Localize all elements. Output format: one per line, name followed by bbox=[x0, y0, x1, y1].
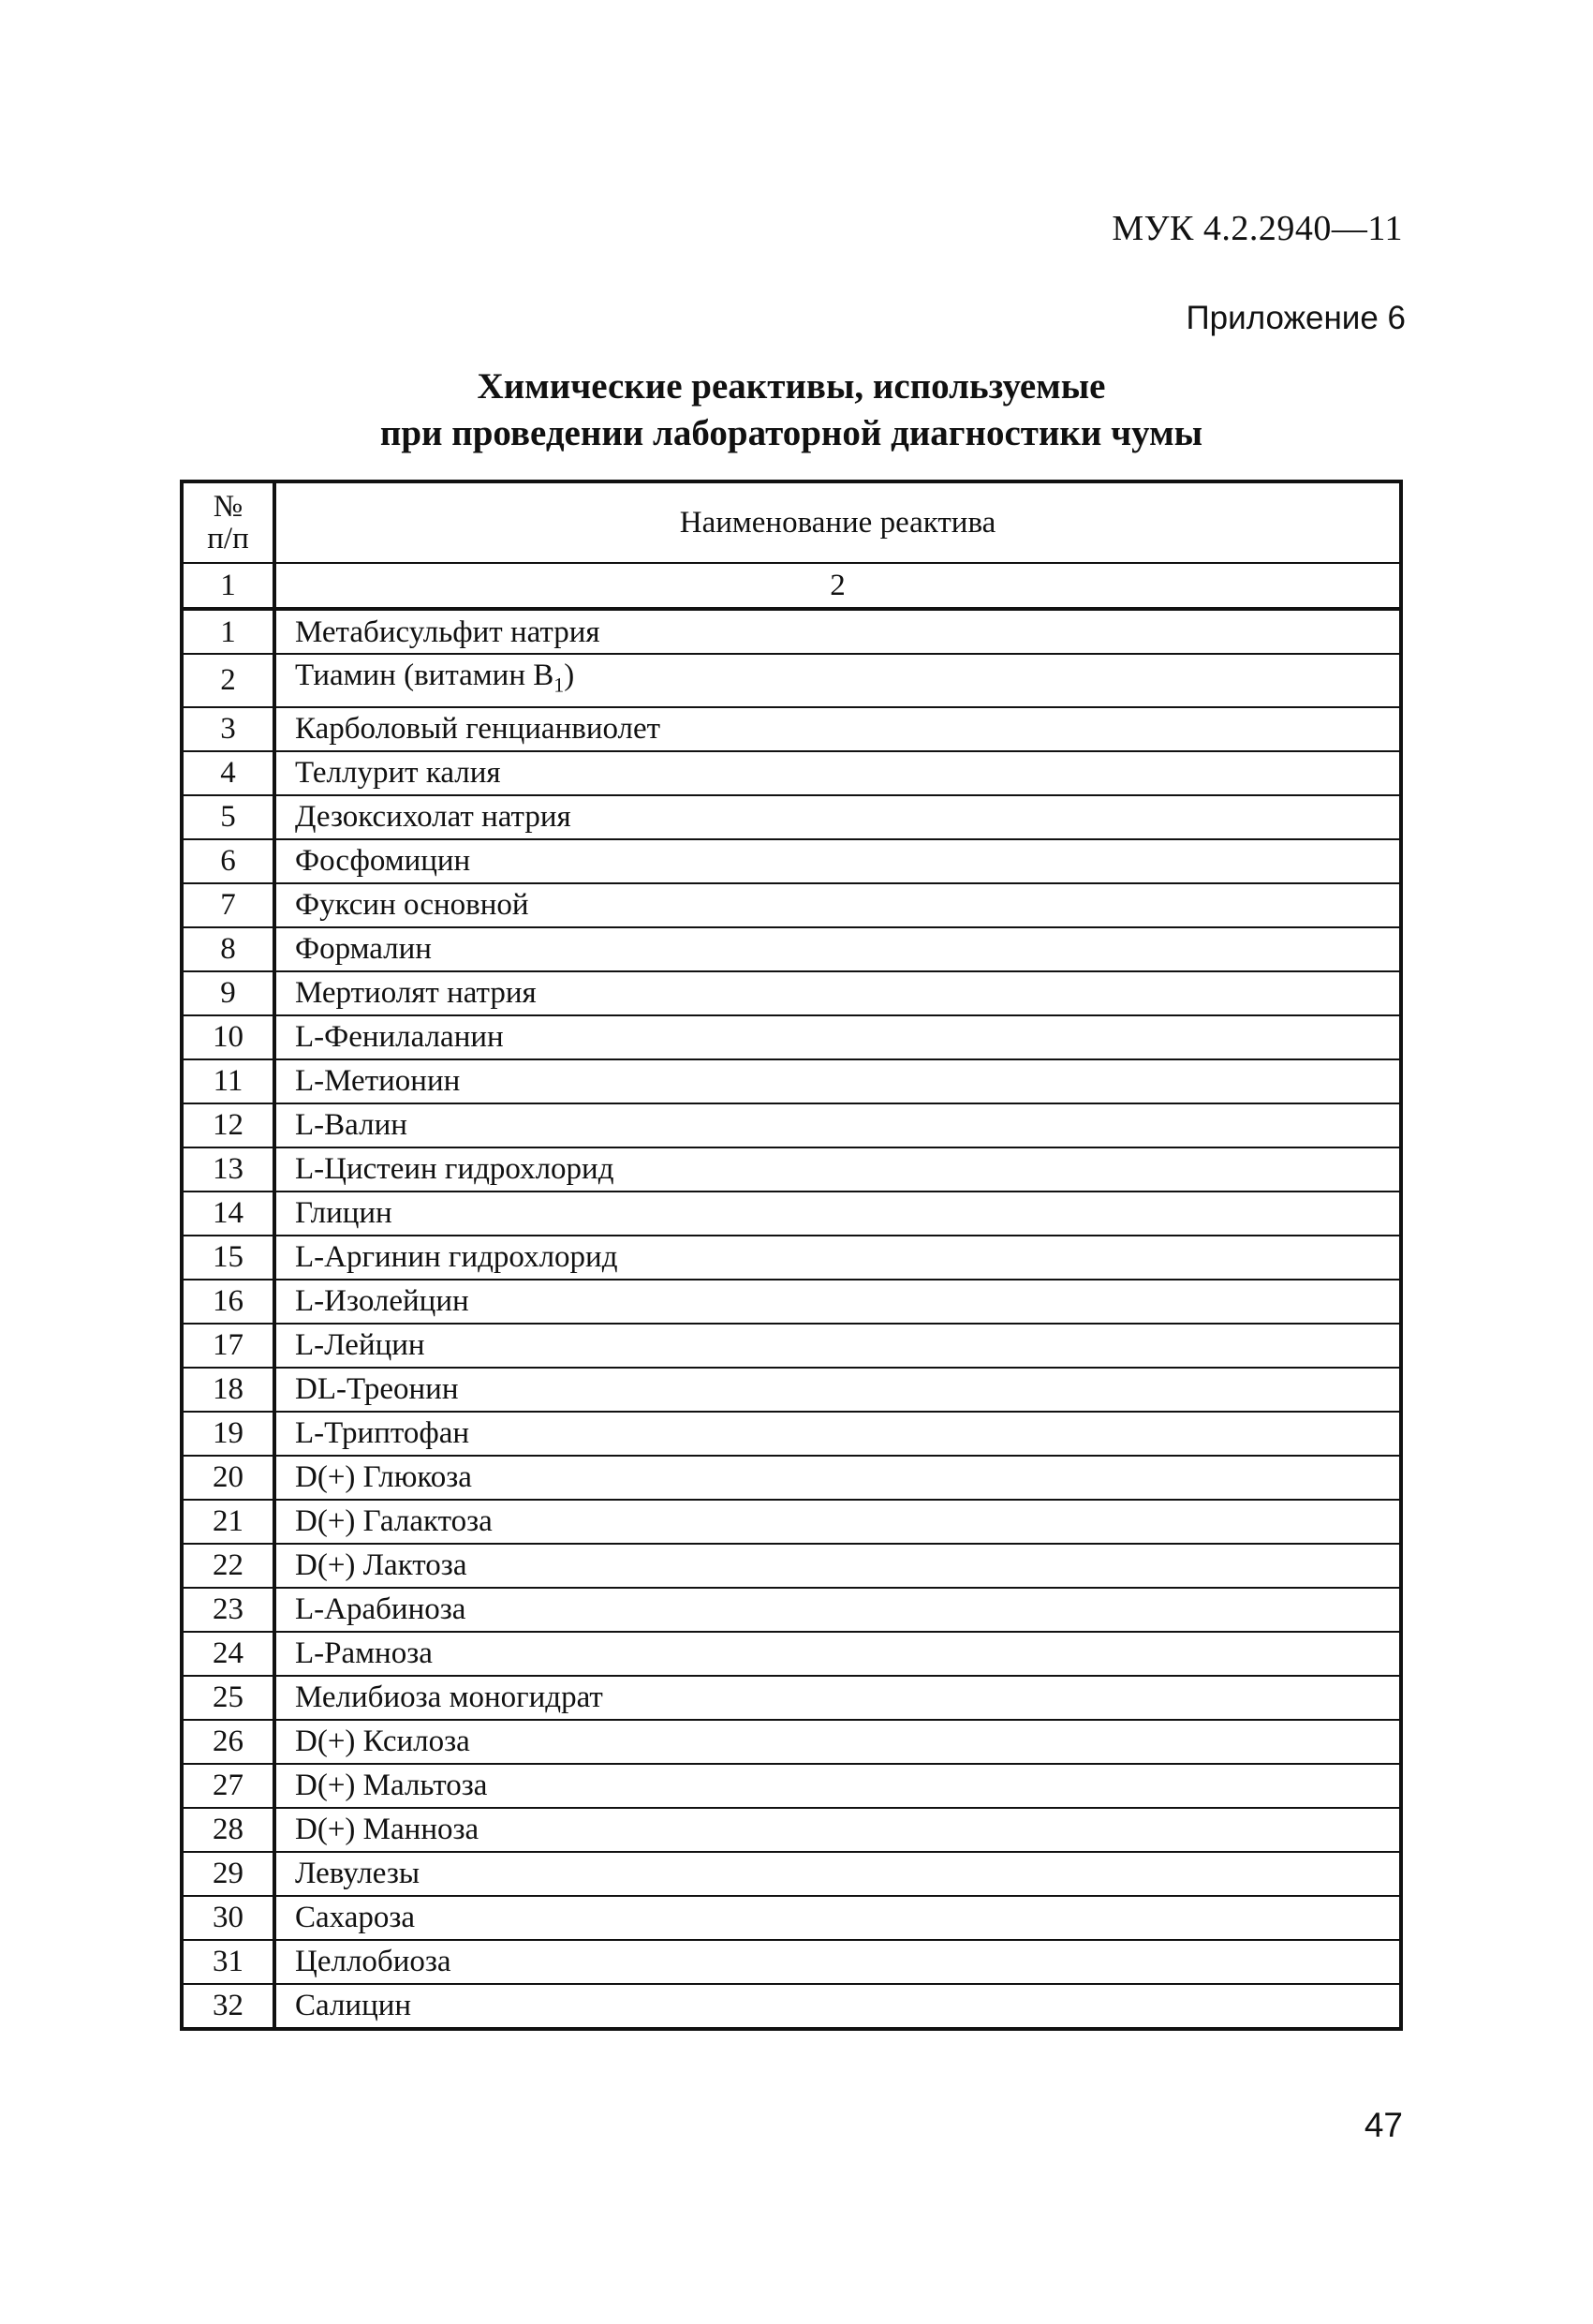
reagent-name bbox=[274, 1368, 1401, 1412]
page-title-line-2: при проведении лабораторной диагностики чумы bbox=[379, 413, 1203, 453]
table-row bbox=[182, 1632, 1401, 1676]
table-row bbox=[182, 707, 1401, 751]
table-row bbox=[182, 795, 1401, 839]
column-header-name: Наименование реактива bbox=[274, 481, 1401, 563]
row-number: 29 bbox=[182, 1852, 274, 1896]
reagent-name bbox=[274, 1544, 1401, 1588]
reagent-name bbox=[274, 751, 1401, 795]
reagent-name-text: D(+) Ксилоза bbox=[295, 1724, 470, 1759]
table-row bbox=[182, 883, 1401, 927]
row-number: 8 bbox=[182, 927, 274, 971]
row-number: 25 bbox=[182, 1676, 274, 1720]
row-number: 32 bbox=[182, 1984, 274, 2029]
row-number: 6 bbox=[182, 839, 274, 883]
reagent-name bbox=[274, 971, 1401, 1015]
reagent-name-text: L-Рамноза bbox=[295, 1636, 433, 1671]
reagent-name-text: Целлобиоза bbox=[295, 1945, 451, 1979]
row-number: 7 bbox=[182, 883, 274, 927]
row-number: 22 bbox=[182, 1544, 274, 1588]
reagent-name bbox=[274, 1940, 1401, 1984]
reagent-name bbox=[274, 707, 1401, 751]
column-index-row bbox=[182, 563, 1401, 609]
reagent-name bbox=[274, 1412, 1401, 1456]
row-number: 23 bbox=[182, 1588, 274, 1632]
table-row bbox=[182, 971, 1401, 1015]
reagent-name-text: D(+) Глюкоза bbox=[295, 1460, 472, 1495]
reagent-name bbox=[274, 1280, 1401, 1324]
column-header-number-symbol: № bbox=[213, 490, 243, 524]
table-row bbox=[182, 751, 1401, 795]
row-number: 5 bbox=[182, 795, 274, 839]
page-title bbox=[272, 363, 1311, 457]
column-index-1: 1 bbox=[182, 563, 274, 609]
reagent-name-text: Дезоксихолат натрия bbox=[295, 800, 571, 835]
row-number: 20 bbox=[182, 1456, 274, 1500]
reagent-name-text: Метабисульфит натрия bbox=[295, 614, 600, 649]
table-row bbox=[182, 927, 1401, 971]
table-row bbox=[182, 1500, 1401, 1544]
table-row bbox=[182, 1015, 1401, 1059]
reagent-name-text: L-Изолейцин bbox=[295, 1284, 469, 1319]
reagent-name bbox=[274, 1588, 1401, 1632]
reagent-name bbox=[274, 795, 1401, 839]
reagent-name bbox=[274, 1720, 1401, 1764]
reagent-name-tail: ) bbox=[564, 659, 575, 692]
row-number: 31 bbox=[182, 1940, 274, 1984]
reagent-name bbox=[274, 1324, 1401, 1368]
reagent-name-text: L-Арабиноза bbox=[295, 1592, 466, 1627]
reagent-name bbox=[274, 654, 1401, 707]
reagent-name bbox=[274, 1764, 1401, 1808]
table-row bbox=[182, 1940, 1401, 1984]
row-number: 3 bbox=[182, 707, 274, 751]
reagent-name-text: L-Метионин bbox=[295, 1064, 461, 1099]
table-row bbox=[182, 1984, 1401, 2029]
table-row bbox=[182, 1808, 1401, 1852]
table-row bbox=[182, 654, 1401, 707]
reagent-name bbox=[274, 609, 1401, 654]
reagent-name-text: Мелибиоза моногидрат bbox=[295, 1680, 603, 1715]
reagent-name bbox=[274, 1103, 1401, 1147]
row-number: 13 bbox=[182, 1147, 274, 1192]
reagent-name-text: Фуксин основной bbox=[295, 888, 529, 923]
row-number: 4 bbox=[182, 751, 274, 795]
reagent-name bbox=[274, 1015, 1401, 1059]
reagent-name-text: Сахароза bbox=[295, 1901, 416, 1935]
reagent-name bbox=[274, 1676, 1401, 1720]
reagent-name bbox=[274, 1852, 1401, 1896]
row-number: 26 bbox=[182, 1720, 274, 1764]
table-row bbox=[182, 1896, 1401, 1940]
reagent-name-text: D(+) Галактоза bbox=[295, 1504, 493, 1539]
reagent-name bbox=[274, 1808, 1401, 1852]
row-number: 21 bbox=[182, 1500, 274, 1544]
reagent-name bbox=[274, 1984, 1401, 2029]
table-row bbox=[182, 839, 1401, 883]
table-row bbox=[182, 1103, 1401, 1147]
table-row bbox=[182, 1059, 1401, 1103]
reagent-name bbox=[274, 839, 1401, 883]
column-index-2: 2 bbox=[274, 563, 1401, 609]
row-number: 27 bbox=[182, 1764, 274, 1808]
row-number: 17 bbox=[182, 1324, 274, 1368]
reagent-name-text: L-Валин bbox=[295, 1108, 407, 1143]
appendix-label: Приложение 6 bbox=[1186, 300, 1406, 336]
reagent-name-text: L-Цистеин гидрохлорид bbox=[295, 1152, 614, 1187]
row-number: 1 bbox=[182, 609, 274, 654]
reagent-name bbox=[274, 1147, 1401, 1192]
page-title-line-1: Химические реактивы, используемые bbox=[477, 366, 1106, 407]
reagent-name-subscript: 1 bbox=[553, 673, 565, 697]
row-number: 10 bbox=[182, 1015, 274, 1059]
reagent-name-text: Мертиолят натрия bbox=[295, 976, 537, 1011]
reagent-name-text: Левулезы bbox=[295, 1857, 420, 1891]
column-header-number bbox=[182, 481, 274, 563]
row-number: 16 bbox=[182, 1280, 274, 1324]
reagent-name-text: Глицин bbox=[295, 1196, 392, 1231]
reagents-table-body bbox=[182, 609, 1401, 2029]
reagent-name-text: Теллурит калия bbox=[295, 756, 501, 791]
row-number: 24 bbox=[182, 1632, 274, 1676]
reagent-name-text: L-Триптофан bbox=[295, 1416, 470, 1451]
reagent-name bbox=[274, 1896, 1401, 1940]
reagent-name-text: D(+) Манноза bbox=[295, 1813, 479, 1847]
reagent-name-text: L-Лейцин bbox=[295, 1328, 425, 1363]
reagent-name-text: Салицин bbox=[295, 1989, 412, 2023]
row-number: 14 bbox=[182, 1192, 274, 1236]
row-number: 15 bbox=[182, 1236, 274, 1280]
reagent-name-text: Фосфомицин bbox=[295, 844, 471, 879]
reagent-name bbox=[274, 1236, 1401, 1280]
document-code: МУК 4.2.2940—11 bbox=[1112, 209, 1403, 248]
reagent-name-text: D(+) Мальтоза bbox=[295, 1769, 488, 1803]
table-row bbox=[182, 1544, 1401, 1588]
row-number: 28 bbox=[182, 1808, 274, 1852]
row-number: 18 bbox=[182, 1368, 274, 1412]
table-row bbox=[182, 1368, 1401, 1412]
column-header-number-abbr: п/п bbox=[207, 522, 249, 555]
table-row bbox=[182, 609, 1401, 654]
reagent-name-text: D(+) Лактоза bbox=[295, 1548, 467, 1583]
reagent-name bbox=[274, 883, 1401, 927]
page-number: 47 bbox=[1364, 2106, 1403, 2144]
row-number: 9 bbox=[182, 971, 274, 1015]
table-row bbox=[182, 1147, 1401, 1192]
table-row bbox=[182, 1676, 1401, 1720]
row-number: 11 bbox=[182, 1059, 274, 1103]
reagent-name-text: Формалин bbox=[295, 932, 432, 967]
table-row bbox=[182, 1412, 1401, 1456]
reagent-name bbox=[274, 1456, 1401, 1500]
table-row bbox=[182, 1324, 1401, 1368]
row-number: 30 bbox=[182, 1896, 274, 1940]
reagent-name bbox=[274, 1192, 1401, 1236]
table-row bbox=[182, 1456, 1401, 1500]
table-header-row bbox=[182, 481, 1401, 563]
reagent-name-text: DL-Треонин bbox=[295, 1372, 459, 1407]
table-row bbox=[182, 1720, 1401, 1764]
table-row bbox=[182, 1764, 1401, 1808]
table-row bbox=[182, 1280, 1401, 1324]
reagent-name bbox=[274, 1059, 1401, 1103]
row-number: 19 bbox=[182, 1412, 274, 1456]
reagent-name bbox=[274, 927, 1401, 971]
table-row bbox=[182, 1192, 1401, 1236]
table-row bbox=[182, 1852, 1401, 1896]
reagents-table bbox=[180, 480, 1403, 2031]
reagent-name bbox=[274, 1632, 1401, 1676]
table-row bbox=[182, 1588, 1401, 1632]
reagent-name-text: Карболовый генцианвиолет bbox=[295, 712, 661, 747]
reagent-name-text: Тиамин (витамин B bbox=[295, 659, 554, 692]
row-number: 2 bbox=[182, 654, 274, 707]
reagent-name-text: L-Фенилаланин bbox=[295, 1020, 504, 1055]
row-number: 12 bbox=[182, 1103, 274, 1147]
table-row bbox=[182, 1236, 1401, 1280]
reagent-name-text: L-Аргинин гидрохлорид bbox=[295, 1240, 618, 1275]
reagent-name bbox=[274, 1500, 1401, 1544]
